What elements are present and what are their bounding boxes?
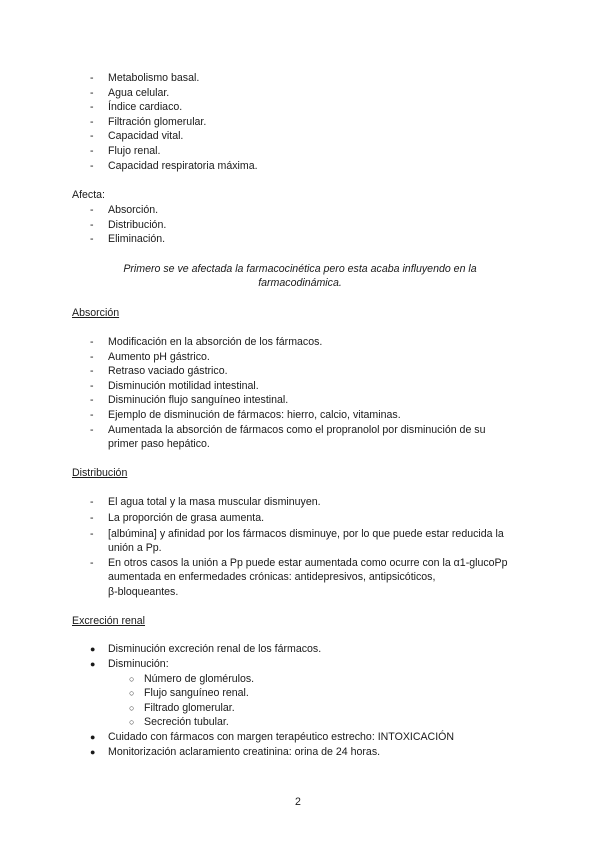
dash-marker: - bbox=[90, 512, 94, 524]
dash-marker: - bbox=[90, 528, 94, 540]
dash-marker: - bbox=[90, 394, 94, 406]
circle-bullet-icon: ○ bbox=[129, 717, 135, 727]
dash-marker: - bbox=[90, 557, 94, 569]
dash-marker: - bbox=[90, 424, 94, 436]
dash-marker: - bbox=[90, 116, 94, 128]
list-item-continuation: unión a Pp. bbox=[108, 542, 162, 554]
bullet-icon: ● bbox=[90, 644, 96, 654]
sub-list-item: Filtrado glomerular. bbox=[144, 702, 235, 714]
page-number: 2 bbox=[295, 796, 301, 808]
dash-marker: - bbox=[90, 365, 94, 377]
list-item-continuation: β-bloqueantes. bbox=[108, 586, 179, 598]
list-item: Capacidad vital. bbox=[108, 130, 184, 142]
dash-marker: - bbox=[90, 496, 94, 508]
list-item: Disminución motilidad intestinal. bbox=[108, 380, 259, 392]
section-heading-excrecion: Excreción renal bbox=[72, 615, 146, 627]
list-item-continuation: aumentada en enfermedades crónicas: antidepresivos, antipsicóticos, bbox=[108, 571, 436, 583]
note-line: Primero se ve afectada la farmacocinética pero esta acaba influyendo en la bbox=[123, 263, 477, 275]
list-item: Distribución. bbox=[108, 219, 167, 231]
section-heading-absorcion: Absorción bbox=[72, 307, 120, 319]
dash-marker: - bbox=[90, 351, 94, 363]
dash-marker: - bbox=[90, 72, 94, 84]
list-item: Aumentada la absorción de fármacos como el propranolol por disminución de su bbox=[108, 424, 486, 436]
bullet-icon: ● bbox=[90, 747, 96, 757]
list-item: En otros casos la unión a Pp puede estar aumentada como ocurre con la α1-glucoPp bbox=[108, 557, 508, 569]
dash-marker: - bbox=[90, 204, 94, 216]
section-heading-distribucion: Distribución bbox=[72, 467, 128, 479]
list-item: Cuidado con fármacos con margen terapéutico estrecho: INTOXICACIÓN bbox=[108, 731, 455, 743]
dash-marker: - bbox=[90, 87, 94, 99]
list-item: Aumento pH gástrico. bbox=[108, 351, 210, 363]
dash-marker: - bbox=[90, 409, 94, 421]
list-item: El agua total y la masa muscular disminuyen. bbox=[108, 496, 321, 508]
list-item: Retraso vaciado gástrico. bbox=[108, 365, 228, 377]
list-item: Absorción. bbox=[108, 204, 159, 216]
dash-marker: - bbox=[90, 160, 94, 172]
list-item-continuation: primer paso hepático. bbox=[108, 438, 210, 450]
dash-marker: - bbox=[90, 145, 94, 157]
circle-bullet-icon: ○ bbox=[129, 674, 135, 684]
sub-list-item: Número de glomérulos. bbox=[144, 673, 255, 685]
circle-bullet-icon: ○ bbox=[129, 703, 135, 713]
list-item: La proporción de grasa aumenta. bbox=[108, 512, 265, 524]
list-item: Ejemplo de disminución de fármacos: hierro, calcio, vitaminas. bbox=[108, 409, 401, 421]
list-item: Disminución flujo sanguíneo intestinal. bbox=[108, 394, 289, 406]
dash-marker: - bbox=[90, 101, 94, 113]
dash-marker: - bbox=[90, 380, 94, 392]
afecta-label: Afecta: bbox=[72, 189, 105, 201]
list-item: [albúmina] y afinidad por los fármacos disminuye, por lo que puede estar reducida la bbox=[108, 528, 504, 540]
list-item: Agua celular. bbox=[108, 87, 170, 99]
list-item: Disminución excreción renal de los fármacos. bbox=[108, 643, 322, 655]
note-line: farmacodinámica. bbox=[258, 277, 342, 289]
list-item: Disminución: bbox=[108, 658, 169, 670]
dash-marker: - bbox=[90, 336, 94, 348]
list-item: Capacidad respiratoria máxima. bbox=[108, 160, 258, 172]
circle-bullet-icon: ○ bbox=[129, 688, 135, 698]
sub-list-item: Flujo sanguíneo renal. bbox=[144, 687, 249, 699]
sub-list-item: Secreción tubular. bbox=[144, 716, 229, 728]
list-item: Modificación en la absorción de los fármacos. bbox=[108, 336, 323, 348]
list-item: Índice cardiaco. bbox=[108, 101, 183, 113]
bullet-icon: ● bbox=[90, 659, 96, 669]
list-item: Flujo renal. bbox=[108, 145, 161, 157]
list-item: Filtración glomerular. bbox=[108, 116, 207, 128]
bullet-icon: ● bbox=[90, 732, 96, 742]
dash-marker: - bbox=[90, 233, 94, 245]
list-item: Metabolismo basal. bbox=[108, 72, 200, 84]
dash-marker: - bbox=[90, 219, 94, 231]
dash-marker: - bbox=[90, 130, 94, 142]
list-item: Monitorización aclaramiento creatinina: orina de 24 horas. bbox=[108, 746, 381, 758]
list-item: Eliminación. bbox=[108, 233, 166, 245]
